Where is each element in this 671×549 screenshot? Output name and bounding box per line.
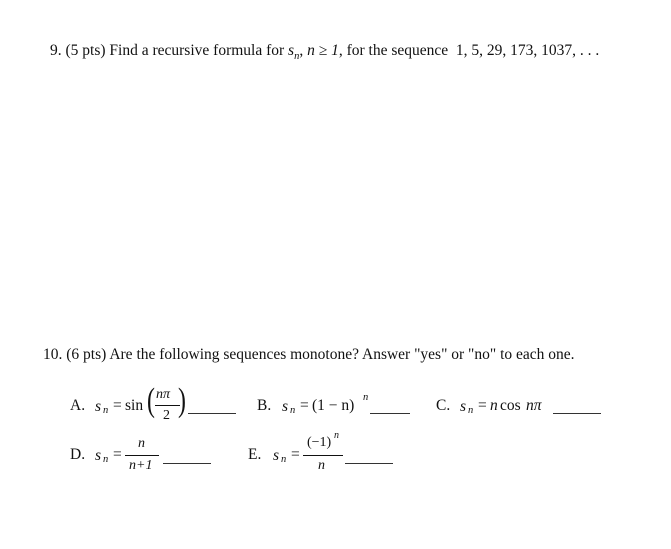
part-a-var: s — [95, 398, 102, 415]
part-a-right-paren: ) — [178, 382, 186, 419]
part-a-fraction-bar — [155, 405, 180, 406]
part-c-expr-cos: cos — [500, 397, 521, 414]
part-b-var: s — [282, 398, 289, 415]
q9-text-before: Find a recursive formula for — [109, 42, 285, 59]
part-e-numerator: (−1) — [307, 435, 332, 450]
part-a-answer-blank[interactable] — [188, 412, 236, 414]
part-a-func: sin — [125, 397, 144, 414]
q9-var-sub: n — [294, 51, 300, 62]
part-b-base: (1 − n) — [312, 397, 355, 414]
part-b-label: B. — [257, 397, 272, 414]
part-b-sub: n — [290, 405, 296, 416]
part-e-eq: = — [291, 446, 300, 463]
part-c-answer-blank[interactable] — [553, 412, 601, 414]
q9-points: (5 pts) — [65, 42, 106, 59]
part-a-left-paren: ( — [147, 382, 155, 419]
q9-text-after: , for the sequence — [338, 42, 449, 59]
part-c-sub: n — [468, 405, 474, 416]
q10-points: (6 pts) — [66, 346, 107, 363]
q9-cond-sep: , — [299, 42, 304, 59]
q10-number: 10. — [43, 346, 63, 363]
part-d-eq: = — [113, 446, 122, 463]
part-d-answer-blank[interactable] — [163, 462, 211, 464]
part-c-var: s — [460, 398, 467, 415]
part-e-numerator-exponent: n — [334, 430, 339, 441]
part-b-answer-blank[interactable] — [370, 412, 410, 414]
part-d-fraction-bar — [125, 455, 159, 456]
question-9 — [50, 42, 600, 62]
part-e-fraction-bar — [303, 455, 343, 456]
part-d-label: D. — [70, 446, 86, 463]
part-a-eq: = — [113, 397, 122, 414]
part-c-label: C. — [436, 397, 451, 414]
part-a-label: A. — [70, 397, 86, 414]
question-10 — [43, 347, 575, 363]
part-e-sub: n — [281, 454, 287, 465]
part-b-eq: = — [300, 397, 309, 414]
part-d-denominator: n+1 — [129, 458, 153, 473]
part-e-label: E. — [248, 446, 262, 463]
part-e-denominator: n — [318, 458, 325, 473]
part-c-expr-n: n — [490, 397, 498, 414]
part-c-eq: = — [478, 397, 487, 414]
q9-sequence: 1, 5, 29, 173, 1037, . . . — [455, 42, 600, 59]
part-d-numerator: n — [138, 436, 145, 451]
q10-text: Are the following sequences monotone? Answer "yes" or "no" to each one. — [109, 346, 575, 363]
part-a-numerator: nπ — [156, 387, 171, 402]
q9-var: s — [288, 42, 295, 59]
part-a-sub: n — [103, 405, 109, 416]
part-b-exponent: n — [363, 392, 369, 403]
q9-number: 9. — [50, 42, 62, 59]
part-a-denominator: 2 — [163, 408, 170, 423]
part-d-sub: n — [103, 454, 109, 465]
q9-condition: n ≥ 1 — [307, 42, 339, 59]
part-e-var: s — [273, 447, 280, 464]
part-e-answer-blank[interactable] — [345, 462, 393, 464]
part-c-expr-arg: nπ — [526, 397, 542, 414]
part-d-var: s — [95, 447, 102, 464]
